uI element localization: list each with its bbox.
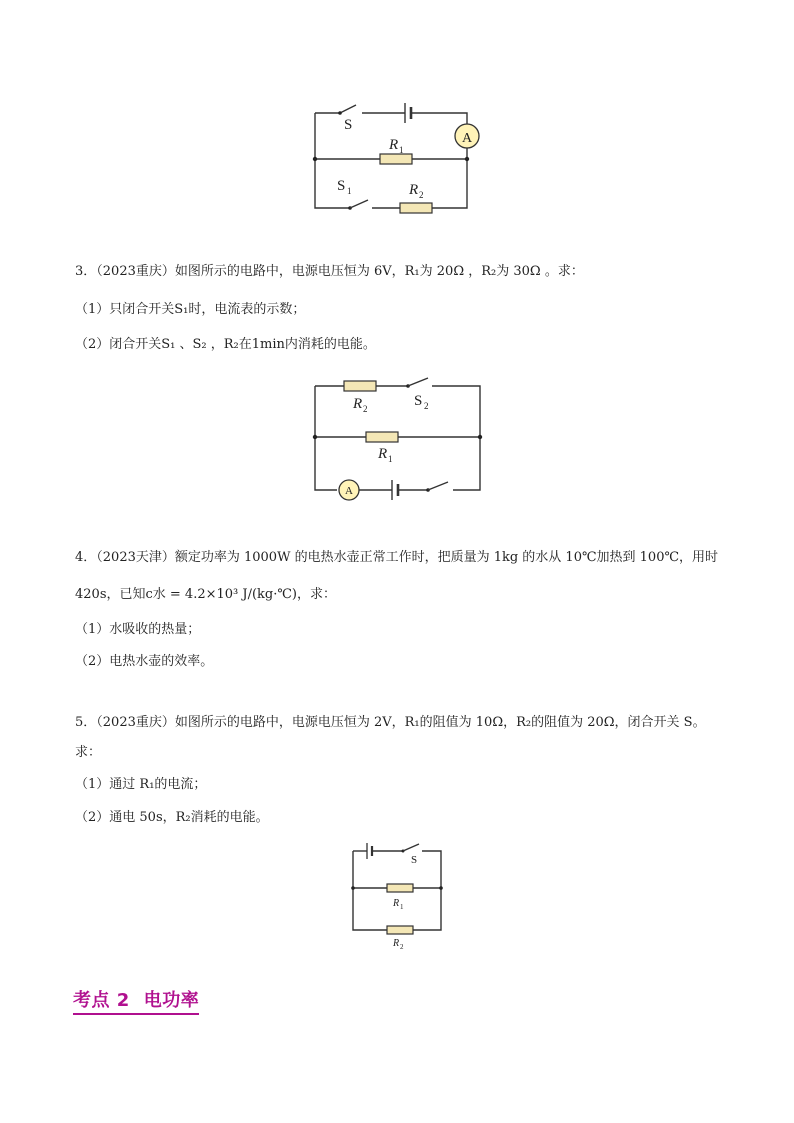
section-title-text: 电功率 [143, 990, 200, 1011]
circuit-diagram-1 [300, 95, 490, 220]
q5-stem-line-1: 5．（2023重庆）如图所示的电路中，电源电压恒为 2V，R₁的阻值为 10Ω，R₂的阻值为 20Ω，闭合开关 S。 [75, 715, 706, 730]
switch-s-blade [403, 844, 419, 851]
switch-s-blade [340, 105, 356, 113]
resistor-r2 [344, 381, 376, 391]
label-r1: R [389, 137, 399, 153]
q4-part-1: （1）水吸收的热量； [75, 622, 201, 637]
circuit-diagram-3 [345, 838, 455, 953]
q3-part-2: （2）闭合开关S₁ 、S₂ ，R₂在1min内消耗的电能。 [75, 337, 376, 352]
svg-text:1: 1 [388, 454, 393, 464]
q4-part-2: （2）电热水壶的效率。 [75, 654, 214, 669]
q5-stem-line-2: 求： [75, 745, 102, 760]
label-r2: R [393, 938, 400, 949]
q4-stem-line-2: 420s，已知c水 = 4.2×10³ J/(kg·℃)，求： [75, 587, 336, 602]
label-r1: R [378, 446, 388, 462]
section-label: 考点 2 [73, 990, 130, 1011]
svg-text:1: 1 [347, 186, 352, 196]
switch-s2-blade [408, 378, 428, 386]
q3-stem: 3．（2023重庆）如图所示的电路中，电源电压恒为 6V，R₁为 20Ω ，R₂为 30Ω 。求： [75, 264, 584, 279]
label-ammeter: A [345, 485, 353, 497]
switch-s1-blade [428, 482, 448, 490]
svg-text:2: 2 [424, 401, 429, 411]
q5-part-1: （1）通过 R₁的电流； [75, 777, 207, 792]
svg-text:2: 2 [363, 404, 368, 414]
circuit-diagram-2-svg [300, 370, 490, 500]
q4-stem-line-1: 4．（2023天津）额定功率为 1000W 的电热水壶正常工作时，把质量为 1kg 的水从 10℃加热到 100℃，用时 [75, 550, 719, 565]
svg-text:2: 2 [400, 943, 404, 951]
label-switch-s2: S [414, 393, 423, 409]
resistor-r2 [400, 203, 432, 213]
label-ammeter: A [462, 131, 473, 146]
label-r1: R [393, 898, 400, 909]
label-switch-s: S [344, 117, 353, 133]
circuit-diagram-3-svg [345, 838, 455, 953]
resistor-r1 [387, 884, 413, 892]
circuit-diagram-1-svg [300, 95, 490, 220]
svg-text:1: 1 [400, 903, 404, 911]
switch-s1-blade [350, 200, 368, 208]
section-heading [73, 986, 199, 1015]
label-r2: R [409, 182, 419, 198]
circuit-diagram-2 [300, 370, 490, 500]
resistor-r1 [366, 432, 398, 442]
svg-text:1: 1 [399, 145, 404, 155]
q3-part-1: （1）只闭合开关S₁时，电流表的示数； [75, 302, 306, 317]
resistor-r1 [380, 154, 412, 164]
label-switch-s: S [411, 854, 418, 866]
q5-part-2: （2）通电 50s，R₂消耗的电能。 [75, 810, 269, 825]
svg-text:2: 2 [419, 190, 424, 200]
label-switch-s1: S [337, 178, 346, 194]
resistor-r2 [387, 926, 413, 934]
label-r2: R [353, 396, 363, 412]
